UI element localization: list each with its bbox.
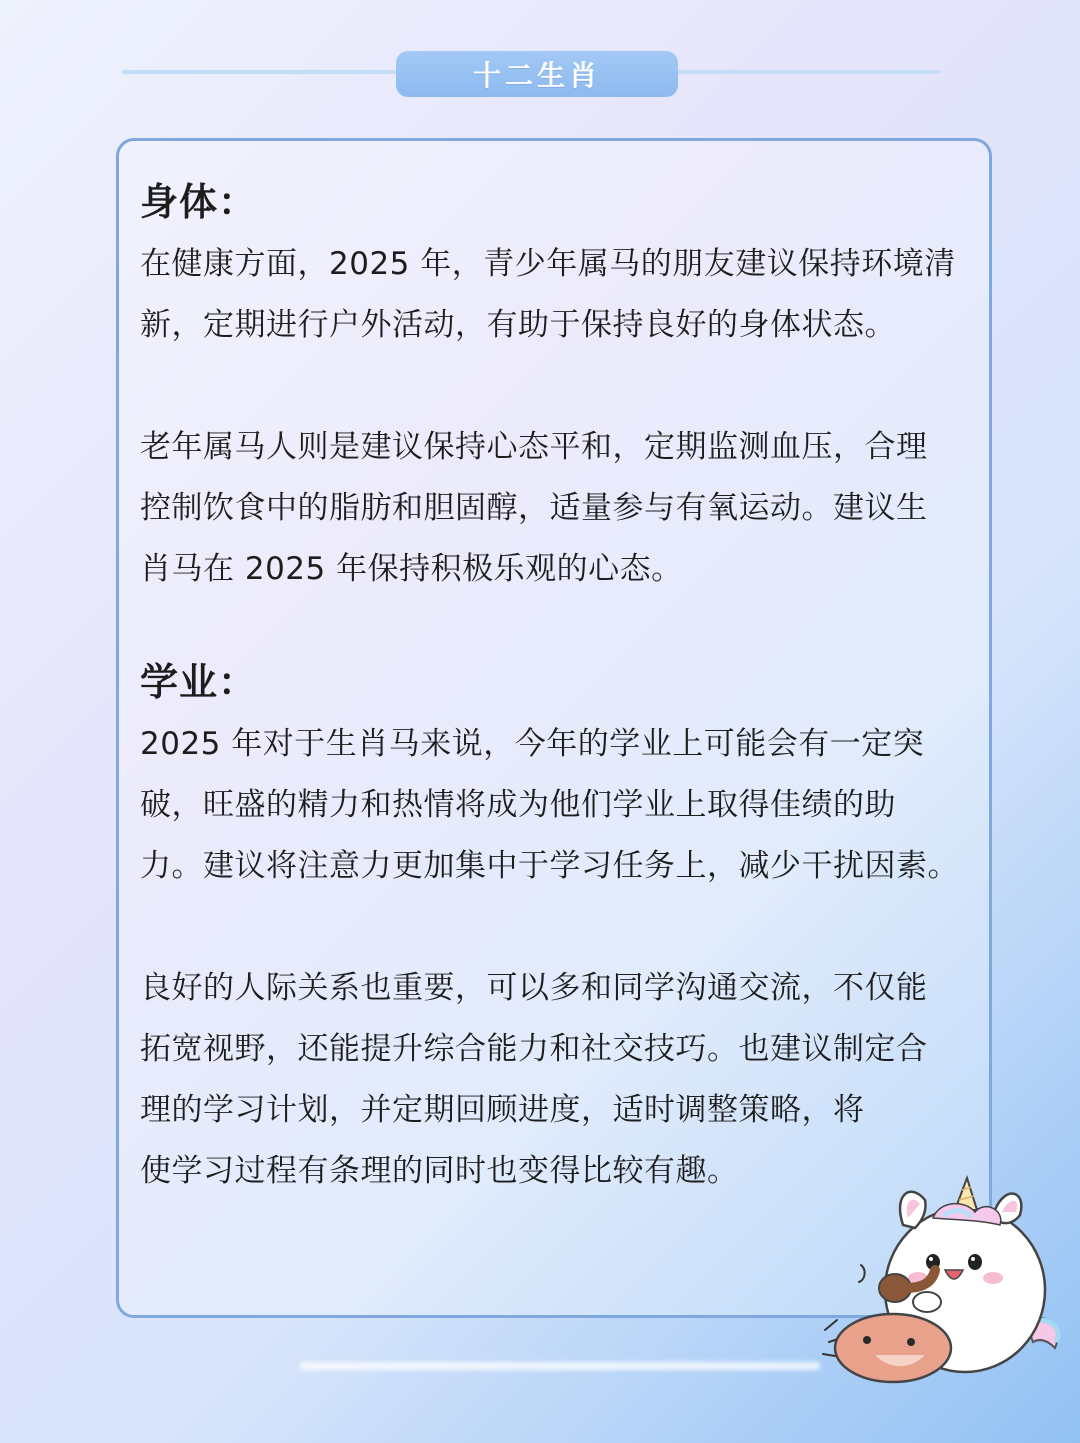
- text-line: 新，定期进行户外活动，有助于保持良好的身体状态。: [140, 307, 896, 343]
- study-paragraph-1: [140, 714, 990, 897]
- body-paragraph-2: [140, 417, 990, 600]
- text-line: 老年属马人则是建议保持心态平和，定期监测血压，合理: [140, 429, 928, 465]
- section-heading-study: 学业：: [140, 660, 258, 704]
- text-line: 力。建议将注意力更加集中于学习任务上，减少干扰因素。: [140, 848, 959, 884]
- bottom-glow-line: [300, 1362, 820, 1370]
- text-line: 2025 年对于生肖马来说，今年的学业上可能会有一定突: [140, 726, 925, 762]
- text-line: 在健康方面，2025 年，青少年属马的朋友建议保持环境清: [140, 246, 956, 282]
- text-line: 控制饮食中的脂肪和胆固醇，适量参与有氧运动。建议生: [140, 490, 928, 526]
- unicorn-mascot-icon: [815, 1170, 1065, 1395]
- body-paragraph-1: [140, 234, 990, 356]
- header-divider-left: [122, 70, 412, 74]
- content-body: [140, 170, 990, 1202]
- text-line: 使学习过程有条理的同时也变得比较有趣。: [140, 1153, 739, 1189]
- text-line: 理的学习计划，并定期回顾进度，适时调整策略，将: [140, 1092, 865, 1128]
- header-divider-right: [660, 70, 940, 74]
- text-line: 拓宽视野，还能提升综合能力和社交技巧。也建议制定合: [140, 1031, 928, 1067]
- section-heading-body: 身体：: [140, 180, 258, 224]
- text-line: 良好的人际关系也重要，可以多和同学沟通交流，不仅能: [140, 970, 928, 1006]
- text-line: 破，旺盛的精力和热情将成为他们学业上取得佳绩的助: [140, 787, 896, 823]
- study-paragraph-2: [140, 958, 990, 1202]
- page-title: 十二生肖: [396, 51, 678, 97]
- text-line: 肖马在 2025 年保持积极乐观的心态。: [140, 551, 683, 587]
